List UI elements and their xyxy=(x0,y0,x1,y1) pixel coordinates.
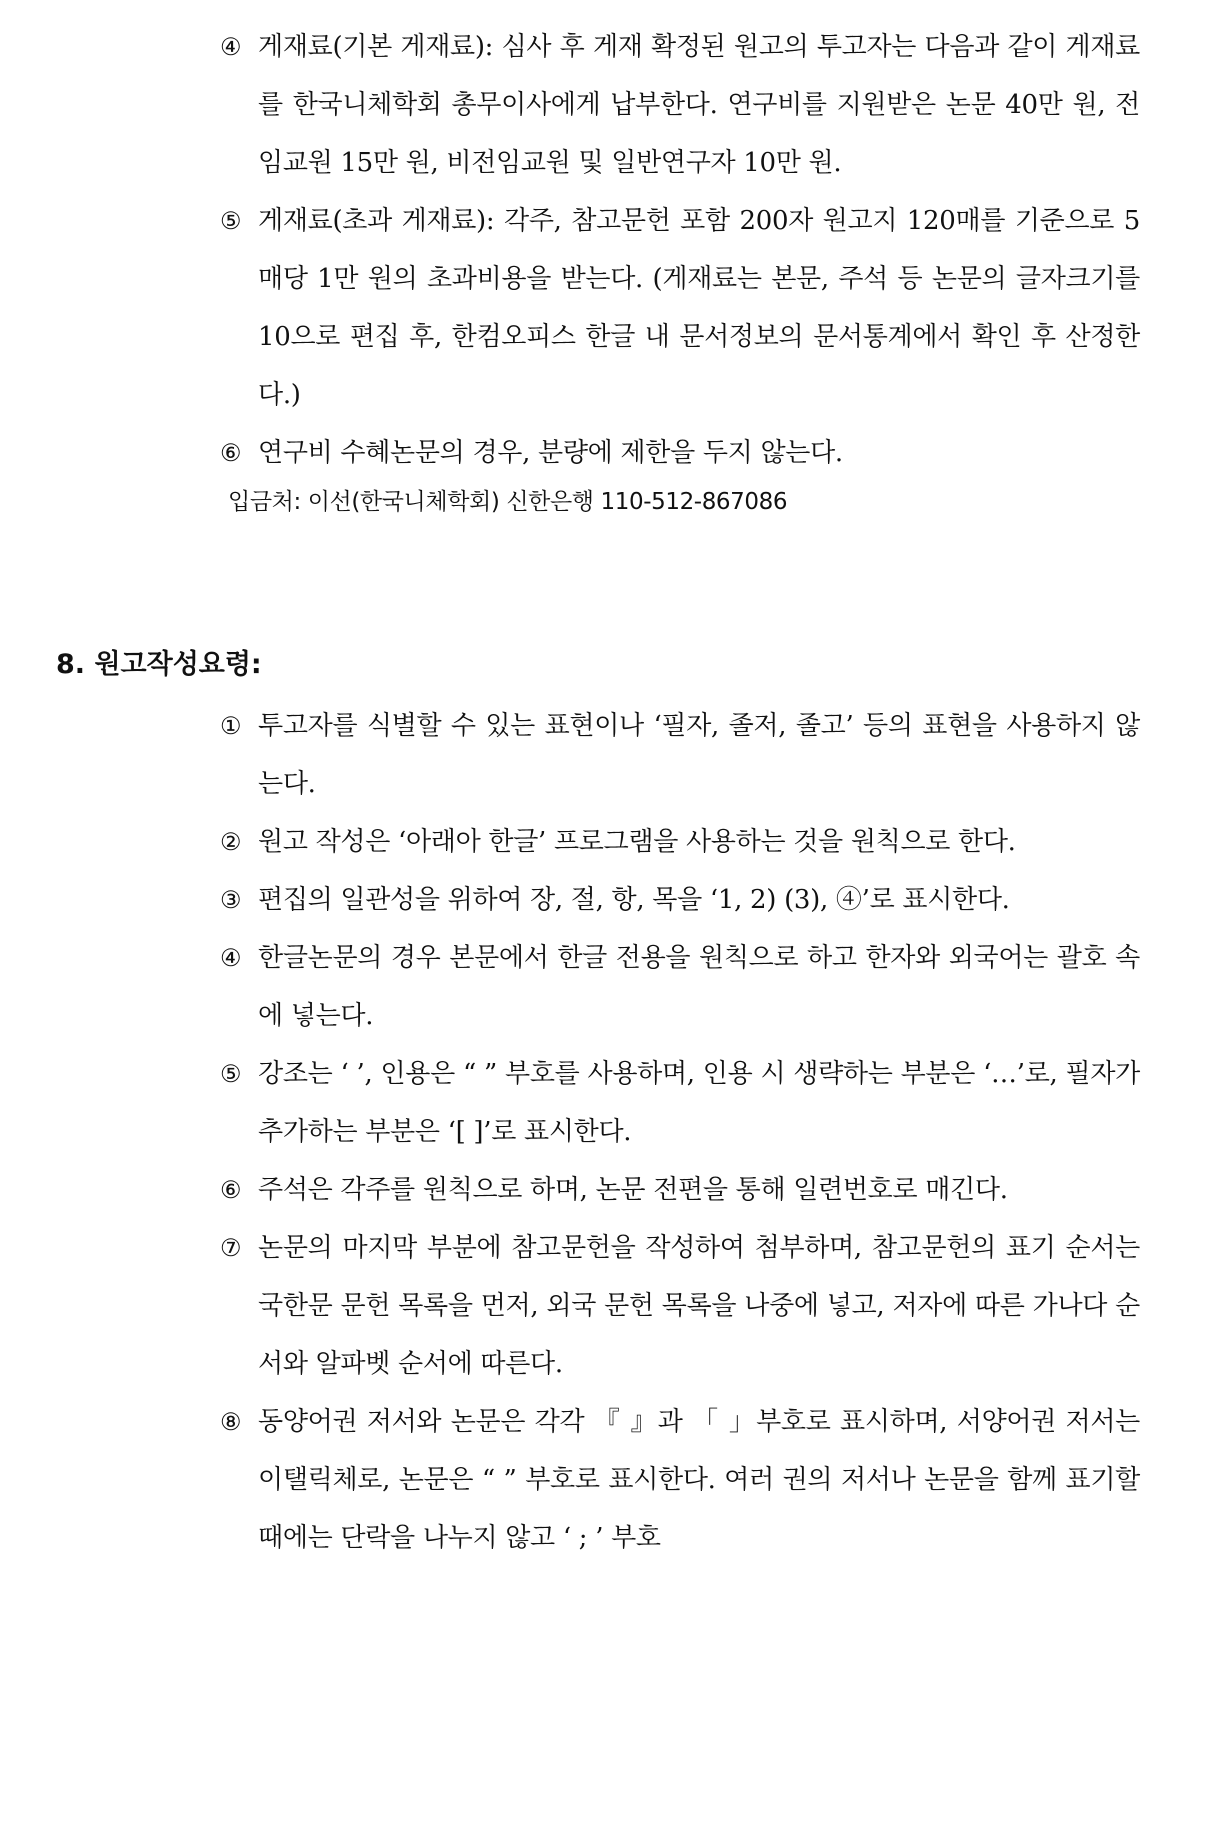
fee-list xyxy=(0,18,1224,522)
item-text: 편집의 일관성을 위하여 장, 절, 항, 목을 ‘1, 2) (3), ④’로 표시한다. xyxy=(258,885,1010,915)
list-item xyxy=(0,929,1140,1045)
item-number: ⑥ xyxy=(220,1176,242,1204)
list-item xyxy=(0,1393,1140,1567)
item-text: 게재료(기본 게재료): 심사 후 게재 확정된 원고의 투고자는 다음과 같이 게재료를 한국니체학회 총무이사에게 납부한다. 연구비를 지원받은 논문 40만 원, 전임교원 15만 원, 비전임교원 및 일반연구자 10만 원. xyxy=(258,32,1140,178)
list-item xyxy=(0,697,1140,813)
list-item xyxy=(0,192,1140,424)
item-number: ⑦ xyxy=(220,1234,242,1262)
item-number: ⑥ xyxy=(220,439,242,467)
item-text: 연구비 수혜논문의 경우, 분량에 제한을 두지 않는다. xyxy=(258,438,843,468)
item-text: 원고 작성은 ‘아래아 한글’ 프로그램을 사용하는 것을 원칙으로 한다. xyxy=(258,827,1016,857)
guide-list xyxy=(0,697,1224,1567)
item-number: ④ xyxy=(220,33,242,61)
item-number: ⑤ xyxy=(220,207,242,235)
deposit-note: 입금처: 이선(한국니체학회) 신한은행 110-512-867086 xyxy=(228,489,788,515)
list-item xyxy=(0,1219,1140,1393)
item-text: 투고자를 식별할 수 있는 표현이나 ‘필자, 졸저, 졸고’ 등의 표현을 사용하지 않는다. xyxy=(258,711,1140,799)
item-text: 게재료(초과 게재료): 각주, 참고문헌 포함 200자 원고지 120매를 기준으로 5매당 1만 원의 초과비용을 받는다. (게재료는 본문, 주석 등 논문의 글자크기를 10으로 편집 후, 한컴오피스 한글 내 문서정보의 문서통계에서 확인 후 산정한다.) xyxy=(258,206,1140,410)
item-text: 동양어권 저서와 논문은 각각 『 』과 「 」부호로 표시하며, 서양어권 저서는 이탤릭체로, 논문은 “ ” 부호로 표시한다. 여러 권의 저서나 논문을 함께 표기할 때에는 단락을 나누지 않고 ‘ ; ’ 부호 xyxy=(258,1407,1140,1553)
item-number: ① xyxy=(220,712,242,740)
list-item xyxy=(0,18,1140,192)
list-item xyxy=(0,424,1140,482)
section-heading: 8. 원고작성요령: xyxy=(56,649,262,680)
item-text: 주석은 각주를 원칙으로 하며, 논문 전편을 통해 일련번호로 매긴다. xyxy=(258,1175,1008,1205)
list-item xyxy=(0,1161,1140,1219)
item-number: ② xyxy=(220,828,242,856)
item-number: ④ xyxy=(220,944,242,972)
list-item xyxy=(0,1045,1140,1161)
list-item xyxy=(0,871,1140,929)
item-text: 논문의 마지막 부분에 참고문헌을 작성하여 첨부하며, 참고문헌의 표기 순서는 국한문 문헌 목록을 먼저, 외국 문헌 목록을 나중에 넣고, 저자에 따른 가나다 순서와 알파벳 순서에 따른다. xyxy=(258,1233,1140,1379)
item-number: ③ xyxy=(220,886,242,914)
item-text: 한글논문의 경우 본문에서 한글 전용을 원칙으로 하고 한자와 외국어는 괄호 속에 넣는다. xyxy=(258,943,1140,1031)
item-number: ⑧ xyxy=(220,1408,242,1436)
item-text: 강조는 ‘ ’, 인용은 “ ” 부호를 사용하며, 인용 시 생략하는 부분은 ‘…’로, 필자가 추가하는 부분은 ‘[ ]’로 표시한다. xyxy=(258,1059,1140,1147)
list-item xyxy=(0,813,1140,871)
item-number: ⑤ xyxy=(220,1060,242,1088)
